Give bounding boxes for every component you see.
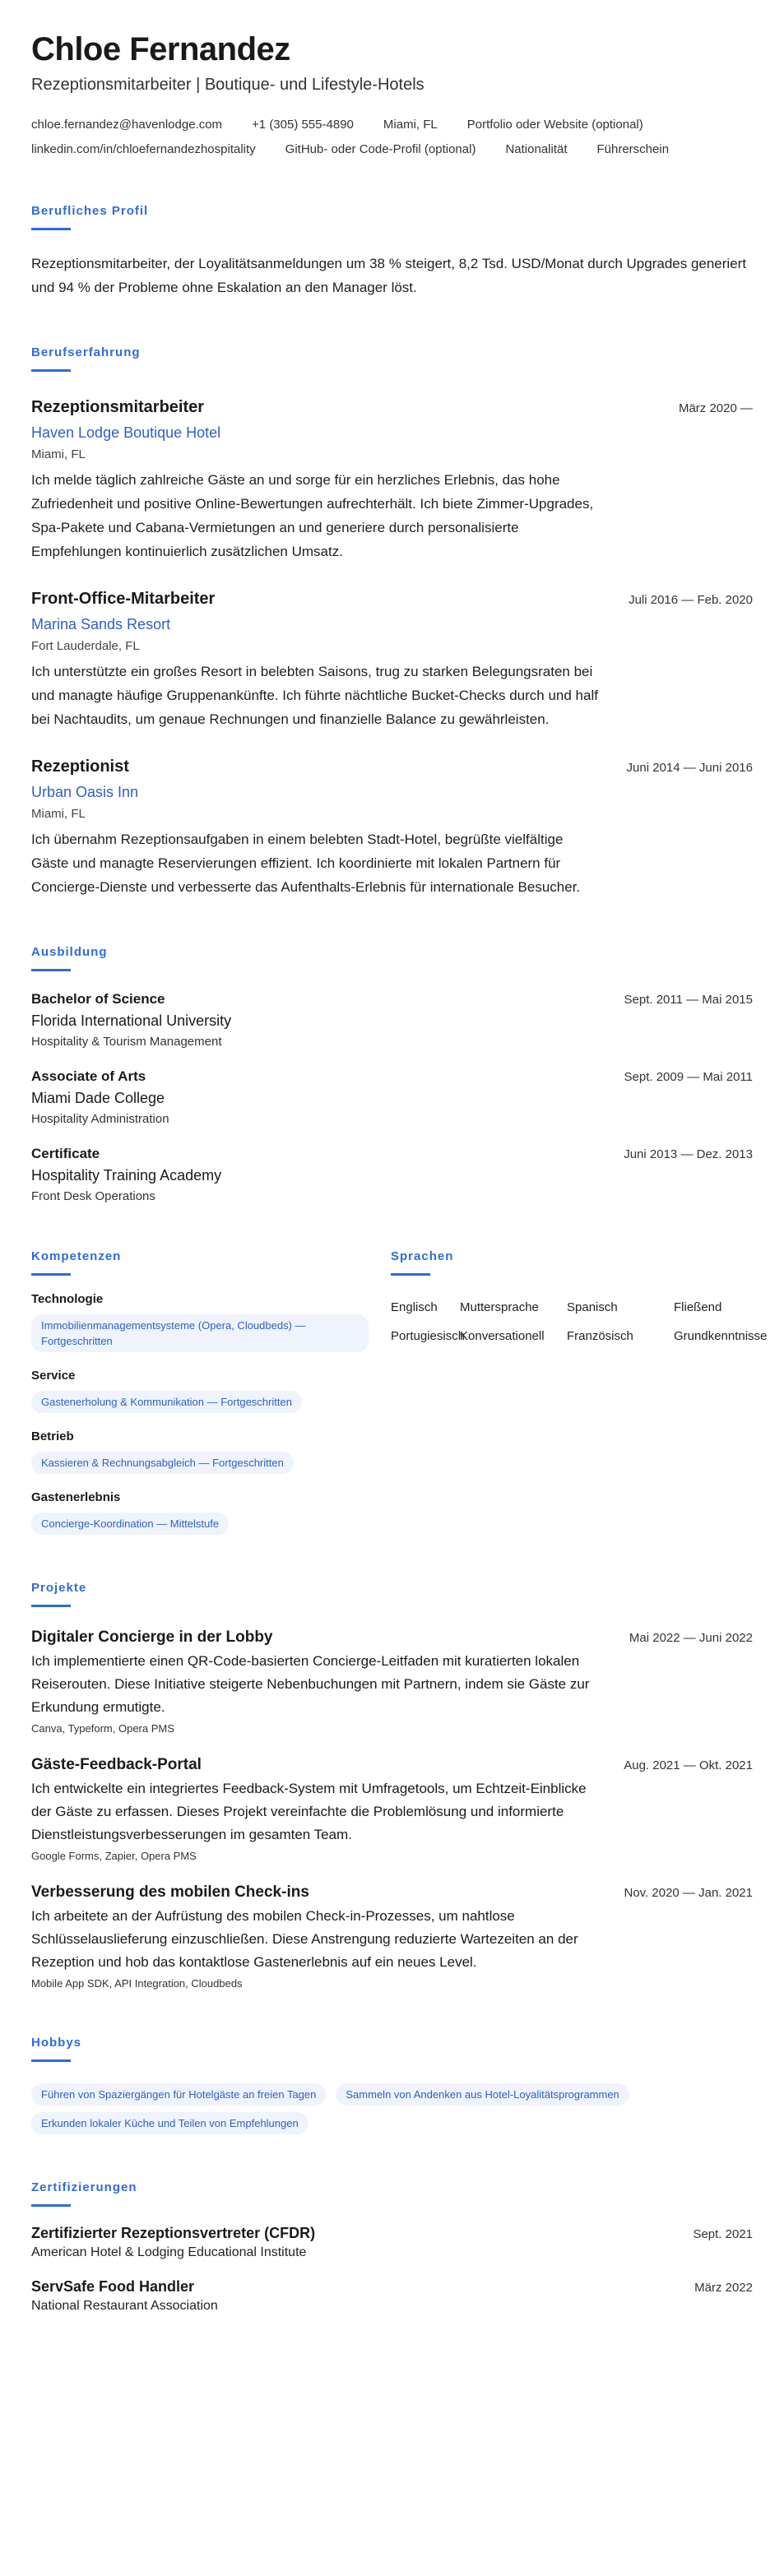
job-entry bbox=[31, 588, 753, 731]
school: Florida International University bbox=[31, 1012, 232, 1029]
degree: Bachelor of Science bbox=[31, 991, 165, 1007]
experience-section bbox=[31, 345, 753, 899]
section-divider bbox=[31, 369, 71, 372]
section-title: Projekte bbox=[31, 1581, 87, 1595]
section-divider bbox=[31, 1273, 71, 1276]
project-date: Nov. 2020 — Jan. 2021 bbox=[624, 1886, 753, 1900]
language-level: Konversationell bbox=[460, 1329, 545, 1343]
project-title: Digitaler Concierge in der Lobby bbox=[31, 1629, 273, 1646]
education-section bbox=[31, 945, 753, 1203]
skills-languages-row bbox=[31, 1249, 768, 1535]
section-title: Zertifizierungen bbox=[31, 2180, 137, 2194]
education-date: Juni 2013 — Dez. 2013 bbox=[624, 1147, 753, 1161]
language-level: Grundkenntnisse bbox=[674, 1329, 768, 1343]
section-title: Hobbys bbox=[31, 2036, 82, 2050]
section-divider bbox=[31, 969, 71, 971]
job-date: Juni 2014 — Juni 2016 bbox=[626, 761, 753, 775]
contact-list bbox=[31, 117, 753, 158]
project-description: Ich arbeitete an der Aufrüstung des mobilen Check-in-Prozesses, um nahtlose Schlüsselauslieferung einzuschließen. Diese Anstrengung reduzierte Wartezeiten an der Rezeption und hob das kontaktlose Gastenerlebnis auf ein neues Level. bbox=[31, 1908, 578, 1970]
project-date: Mai 2022 — Juni 2022 bbox=[629, 1631, 753, 1645]
job-title: Rezeptionist bbox=[31, 758, 129, 776]
projects-section bbox=[31, 1581, 753, 1990]
education-date: Sept. 2009 — Mai 2011 bbox=[624, 1070, 753, 1084]
project-description: Ich implementierte einen QR-Code-basierten Concierge-Leitfaden mit kuratierten lokalen Reiserouten. Diese Initiative steigerte Nebenbuchungen mit Partnern, indem sie Gäste zur Erkundung ermutigte. bbox=[31, 1653, 590, 1715]
project-entry bbox=[31, 1883, 753, 1990]
certification-title: Zertifizierter Rezeptionsvertreter (CFDR) bbox=[31, 2225, 316, 2241]
education-date: Sept. 2011 — Mai 2015 bbox=[624, 993, 753, 1007]
project-tools: Google Forms, Zapier, Opera PMS bbox=[31, 1850, 197, 1862]
certification-entry bbox=[31, 2278, 753, 2314]
candidate-name: Chloe Fernandez bbox=[31, 31, 290, 67]
section-divider bbox=[31, 2204, 71, 2207]
education-entry bbox=[31, 1068, 753, 1126]
contact-nationality: Nationalität bbox=[505, 142, 568, 156]
contact-location: Miami, FL bbox=[383, 118, 438, 132]
project-title: Verbesserung des mobilen Check-ins bbox=[31, 1883, 309, 1901]
section-divider bbox=[31, 2059, 71, 2062]
section-title: Kompetenzen bbox=[31, 1249, 122, 1263]
education-entry bbox=[31, 1146, 753, 1203]
job-location: Miami, FL bbox=[31, 807, 86, 821]
skill-pill: Concierge-Koordination — Mittelstufe bbox=[31, 1513, 229, 1535]
section-divider bbox=[31, 1605, 71, 1607]
degree: Certificate bbox=[31, 1146, 100, 1161]
project-date: Aug. 2021 — Okt. 2021 bbox=[624, 1758, 753, 1772]
job-company: Urban Oasis Inn bbox=[31, 784, 139, 800]
certifications-section bbox=[31, 2180, 753, 2314]
job-company: Haven Lodge Boutique Hotel bbox=[31, 424, 221, 441]
field-of-study: Hospitality Administration bbox=[31, 1112, 169, 1126]
language-name: Englisch bbox=[391, 1300, 438, 1314]
contact-linkedin[interactable]: linkedin.com/in/chloefernandezhospitality bbox=[31, 142, 256, 156]
hobby-list bbox=[31, 2083, 753, 2134]
job-description: Ich übernahm Rezeptionsaufgaben in einem belebten Stadt-Hotel, begrüßte vielfältige Gäste und managte Reservierungen effizient. Ich koordinierte mit lokalen Partnern für Concierge-Dienste und verbesserte das Aufenthalts-Erlebnis für internationale Besucher. bbox=[31, 832, 581, 895]
hobby-pill: Führen von Spaziergängen für Hotelgäste an freien Tagen bbox=[31, 2083, 326, 2106]
hobbies-section bbox=[31, 2036, 753, 2134]
project-description: Ich entwickelte ein integriertes Feedback-System mit Umfragetools, um Echtzeit-Einblicke der Gäste zu erfassen. Dieses Projekt vereinfachte die Problemlösung und informierte Dienstleistungsverbesserungen im gesamten Team. bbox=[31, 1781, 587, 1842]
resume-header bbox=[31, 30, 753, 158]
section-title: Ausbildung bbox=[31, 945, 108, 959]
job-description: Ich melde täglich zahlreiche Gäste an und sorge für ein herzliches Erlebnis, das hohe Zufriedenheit und positive Online-Bewertungen aufrechterhält. Ich biete Zimmer-Upgrades, Spa-Pakete und Cabana-Vermietungen an und generiere durch personalisierte Empfehlungen kontinuierlich zusätzlichen Umsatz. bbox=[31, 472, 594, 559]
skill-group bbox=[31, 1369, 391, 1413]
skill-group bbox=[31, 1490, 391, 1535]
job-title: Rezeptionsmitarbeiter bbox=[31, 398, 205, 416]
project-entry bbox=[31, 1756, 753, 1862]
school: Miami Dade College bbox=[31, 1090, 165, 1106]
skills-section bbox=[31, 1249, 391, 1535]
contact-portfolio[interactable]: Portfolio oder Website (optional) bbox=[466, 118, 643, 132]
section-divider bbox=[391, 1273, 430, 1276]
profile-section bbox=[31, 204, 753, 299]
field-of-study: Front Desk Operations bbox=[31, 1189, 155, 1203]
language-level: Muttersprache bbox=[460, 1300, 539, 1314]
hobby-pill: Erkunden lokaler Küche und Teilen von Empfehlungen bbox=[31, 2112, 308, 2134]
contact-license: Führerschein bbox=[596, 142, 670, 156]
job-entry bbox=[31, 396, 753, 563]
job-location: Fort Lauderdale, FL bbox=[31, 639, 140, 653]
certification-entry bbox=[31, 2225, 753, 2260]
job-title: Front-Office-Mitarbeiter bbox=[31, 590, 216, 608]
section-title: Berufserfahrung bbox=[31, 345, 141, 359]
language-name: Spanisch bbox=[567, 1300, 618, 1314]
contact-github[interactable]: GitHub- oder Code-Profil (optional) bbox=[285, 142, 476, 156]
project-tools: Mobile App SDK, API Integration, Cloudbeds bbox=[31, 1977, 243, 1990]
skill-category: Betrieb bbox=[31, 1429, 74, 1443]
certification-issuer: American Hotel & Lodging Educational Institute bbox=[31, 2245, 307, 2259]
skill-category: Gastenerlebnis bbox=[31, 1490, 121, 1504]
contact-phone[interactable]: +1 (305) 555-4890 bbox=[252, 118, 354, 132]
section-title: Berufliches Profil bbox=[31, 204, 149, 218]
education-entry bbox=[31, 991, 753, 1049]
job-date: Juli 2016 — Feb. 2020 bbox=[629, 593, 753, 607]
skill-group bbox=[31, 1292, 391, 1352]
certification-issuer: National Restaurant Association bbox=[31, 2299, 218, 2313]
certification-date: Sept. 2021 bbox=[693, 2227, 753, 2241]
job-date: März 2020 — bbox=[678, 401, 753, 415]
skill-category: Service bbox=[31, 1369, 76, 1383]
job-description: Ich unterstützte ein großes Resort in belebten Saisons, trug zu starken Belegungsraten bei und managte häufige Gruppenankünfte. Ich führte nächtliche Bucket-Checks durch und half bei Nachtaudits, um genaue Rechnungen und finanzielle Balance zu gewährleisten. bbox=[31, 664, 598, 727]
headline: Rezeptionsmitarbeiter | Boutique- und Lifestyle-Hotels bbox=[31, 76, 424, 94]
project-title: Gäste-Feedback-Portal bbox=[31, 1756, 202, 1773]
skill-group bbox=[31, 1429, 391, 1474]
section-divider bbox=[31, 228, 71, 230]
field-of-study: Hospitality & Tourism Management bbox=[31, 1035, 222, 1049]
job-location: Miami, FL bbox=[31, 447, 86, 461]
languages-section bbox=[391, 1249, 768, 1535]
skill-category: Technologie bbox=[31, 1292, 104, 1306]
language-name: Französisch bbox=[567, 1329, 633, 1343]
language-name: Portugiesisch bbox=[391, 1329, 466, 1343]
degree: Associate of Arts bbox=[31, 1068, 146, 1084]
project-entry bbox=[31, 1629, 753, 1735]
language-grid bbox=[391, 1300, 768, 1343]
certification-date: März 2022 bbox=[694, 2281, 753, 2295]
project-tools: Canva, Typeform, Opera PMS bbox=[31, 1722, 174, 1735]
skill-pill: Immobilienmanagementsysteme (Opera, Cloudbeds) — Fortgeschritten bbox=[31, 1314, 369, 1352]
section-title: Sprachen bbox=[391, 1249, 454, 1263]
hobby-pill: Sammeln von Andenken aus Hotel-Loyalitätsprogrammen bbox=[336, 2083, 629, 2106]
profile-text: Rezeptionsmitarbeiter, der Loyalitätsanmeldungen um 38 % steigert, 8,2 Tsd. USD/Monat durch Upgrades generiert und 94 % der Probleme ohne Eskalation an den Manager löst. bbox=[31, 256, 747, 295]
contact-email[interactable]: chloe.fernandez@havenlodge.com bbox=[31, 118, 223, 132]
job-company: Marina Sands Resort bbox=[31, 616, 171, 632]
job-entry bbox=[31, 756, 753, 899]
skill-pill: Gastenerholung & Kommunikation — Fortgeschritten bbox=[31, 1391, 302, 1413]
language-level: Fließend bbox=[674, 1300, 722, 1314]
school: Hospitality Training Academy bbox=[31, 1167, 222, 1184]
skill-pill: Kassieren & Rechnungsabgleich — Fortgeschritten bbox=[31, 1452, 294, 1474]
certification-title: ServSafe Food Handler bbox=[31, 2278, 195, 2295]
